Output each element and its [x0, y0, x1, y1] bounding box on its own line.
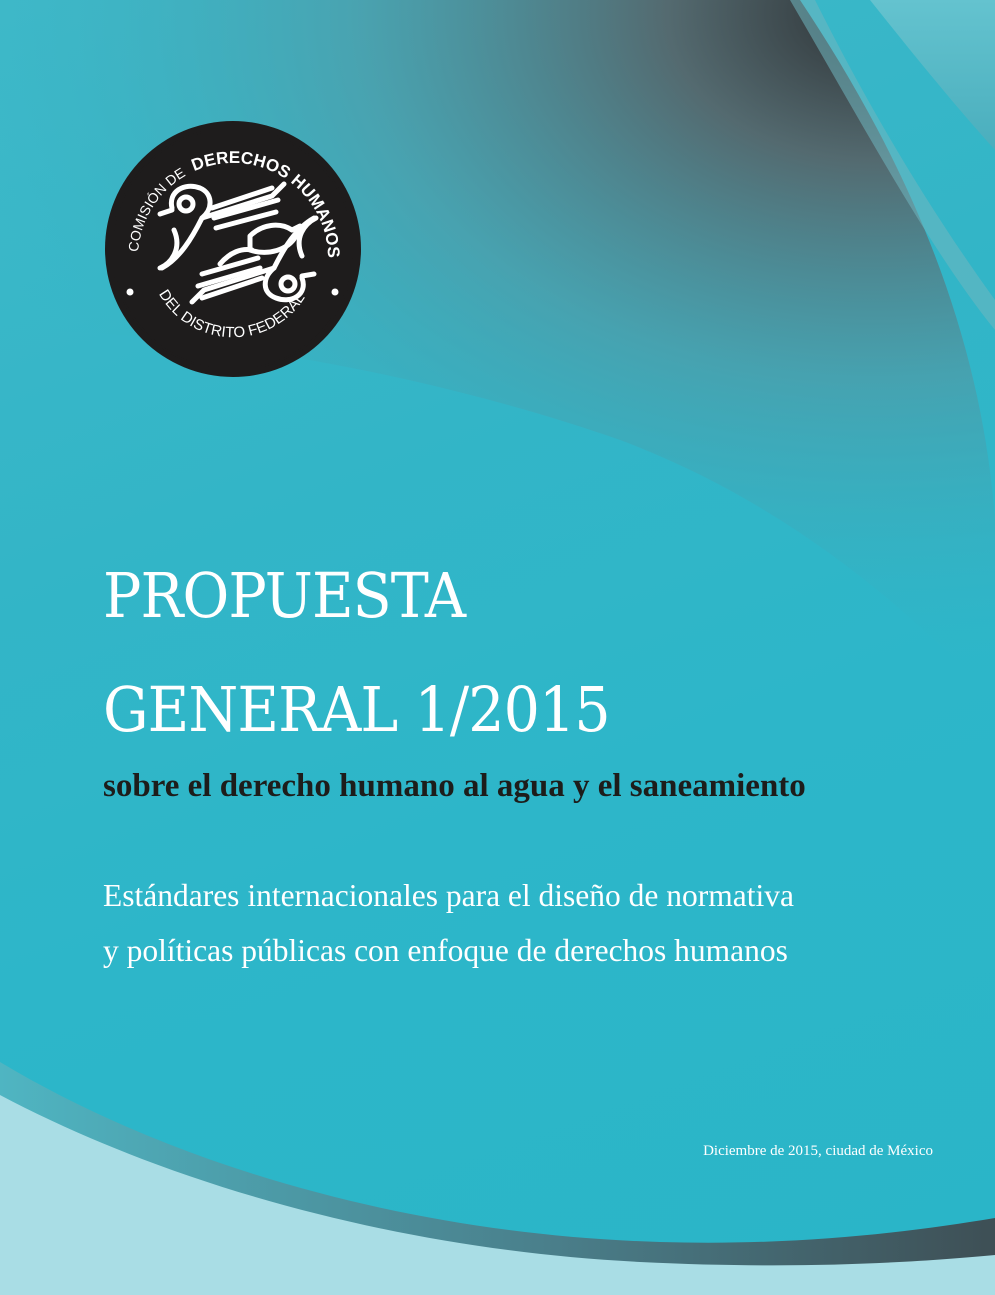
description-line-1: Estándares internacionales para el diseño de normativa: [103, 878, 794, 913]
right-edge-band: [870, 0, 995, 150]
bottom-light-band: [0, 1095, 995, 1295]
logo-seal: [102, 118, 364, 380]
description-line-2: y políticas públicas con enfoque de derechos humanos: [103, 933, 788, 968]
subtitle: sobre el derecho humano al agua y el saneamiento: [103, 768, 806, 804]
title-line-1: PROPUESTA: [103, 559, 466, 632]
title-line-2: GENERAL 1/2015: [103, 673, 610, 746]
seal-text-bold: DERECHOS HUMANOS: [188, 147, 344, 259]
seal-dot-left: [127, 289, 134, 296]
seal-text-light: COMISIÓN DE: [125, 164, 188, 253]
date-place: Diciembre de 2015, ciudad de México: [703, 1143, 933, 1159]
seal-bottom-text: DEL DISTRITO FEDERAL: [155, 286, 309, 342]
seal-dot-right: [332, 289, 339, 296]
